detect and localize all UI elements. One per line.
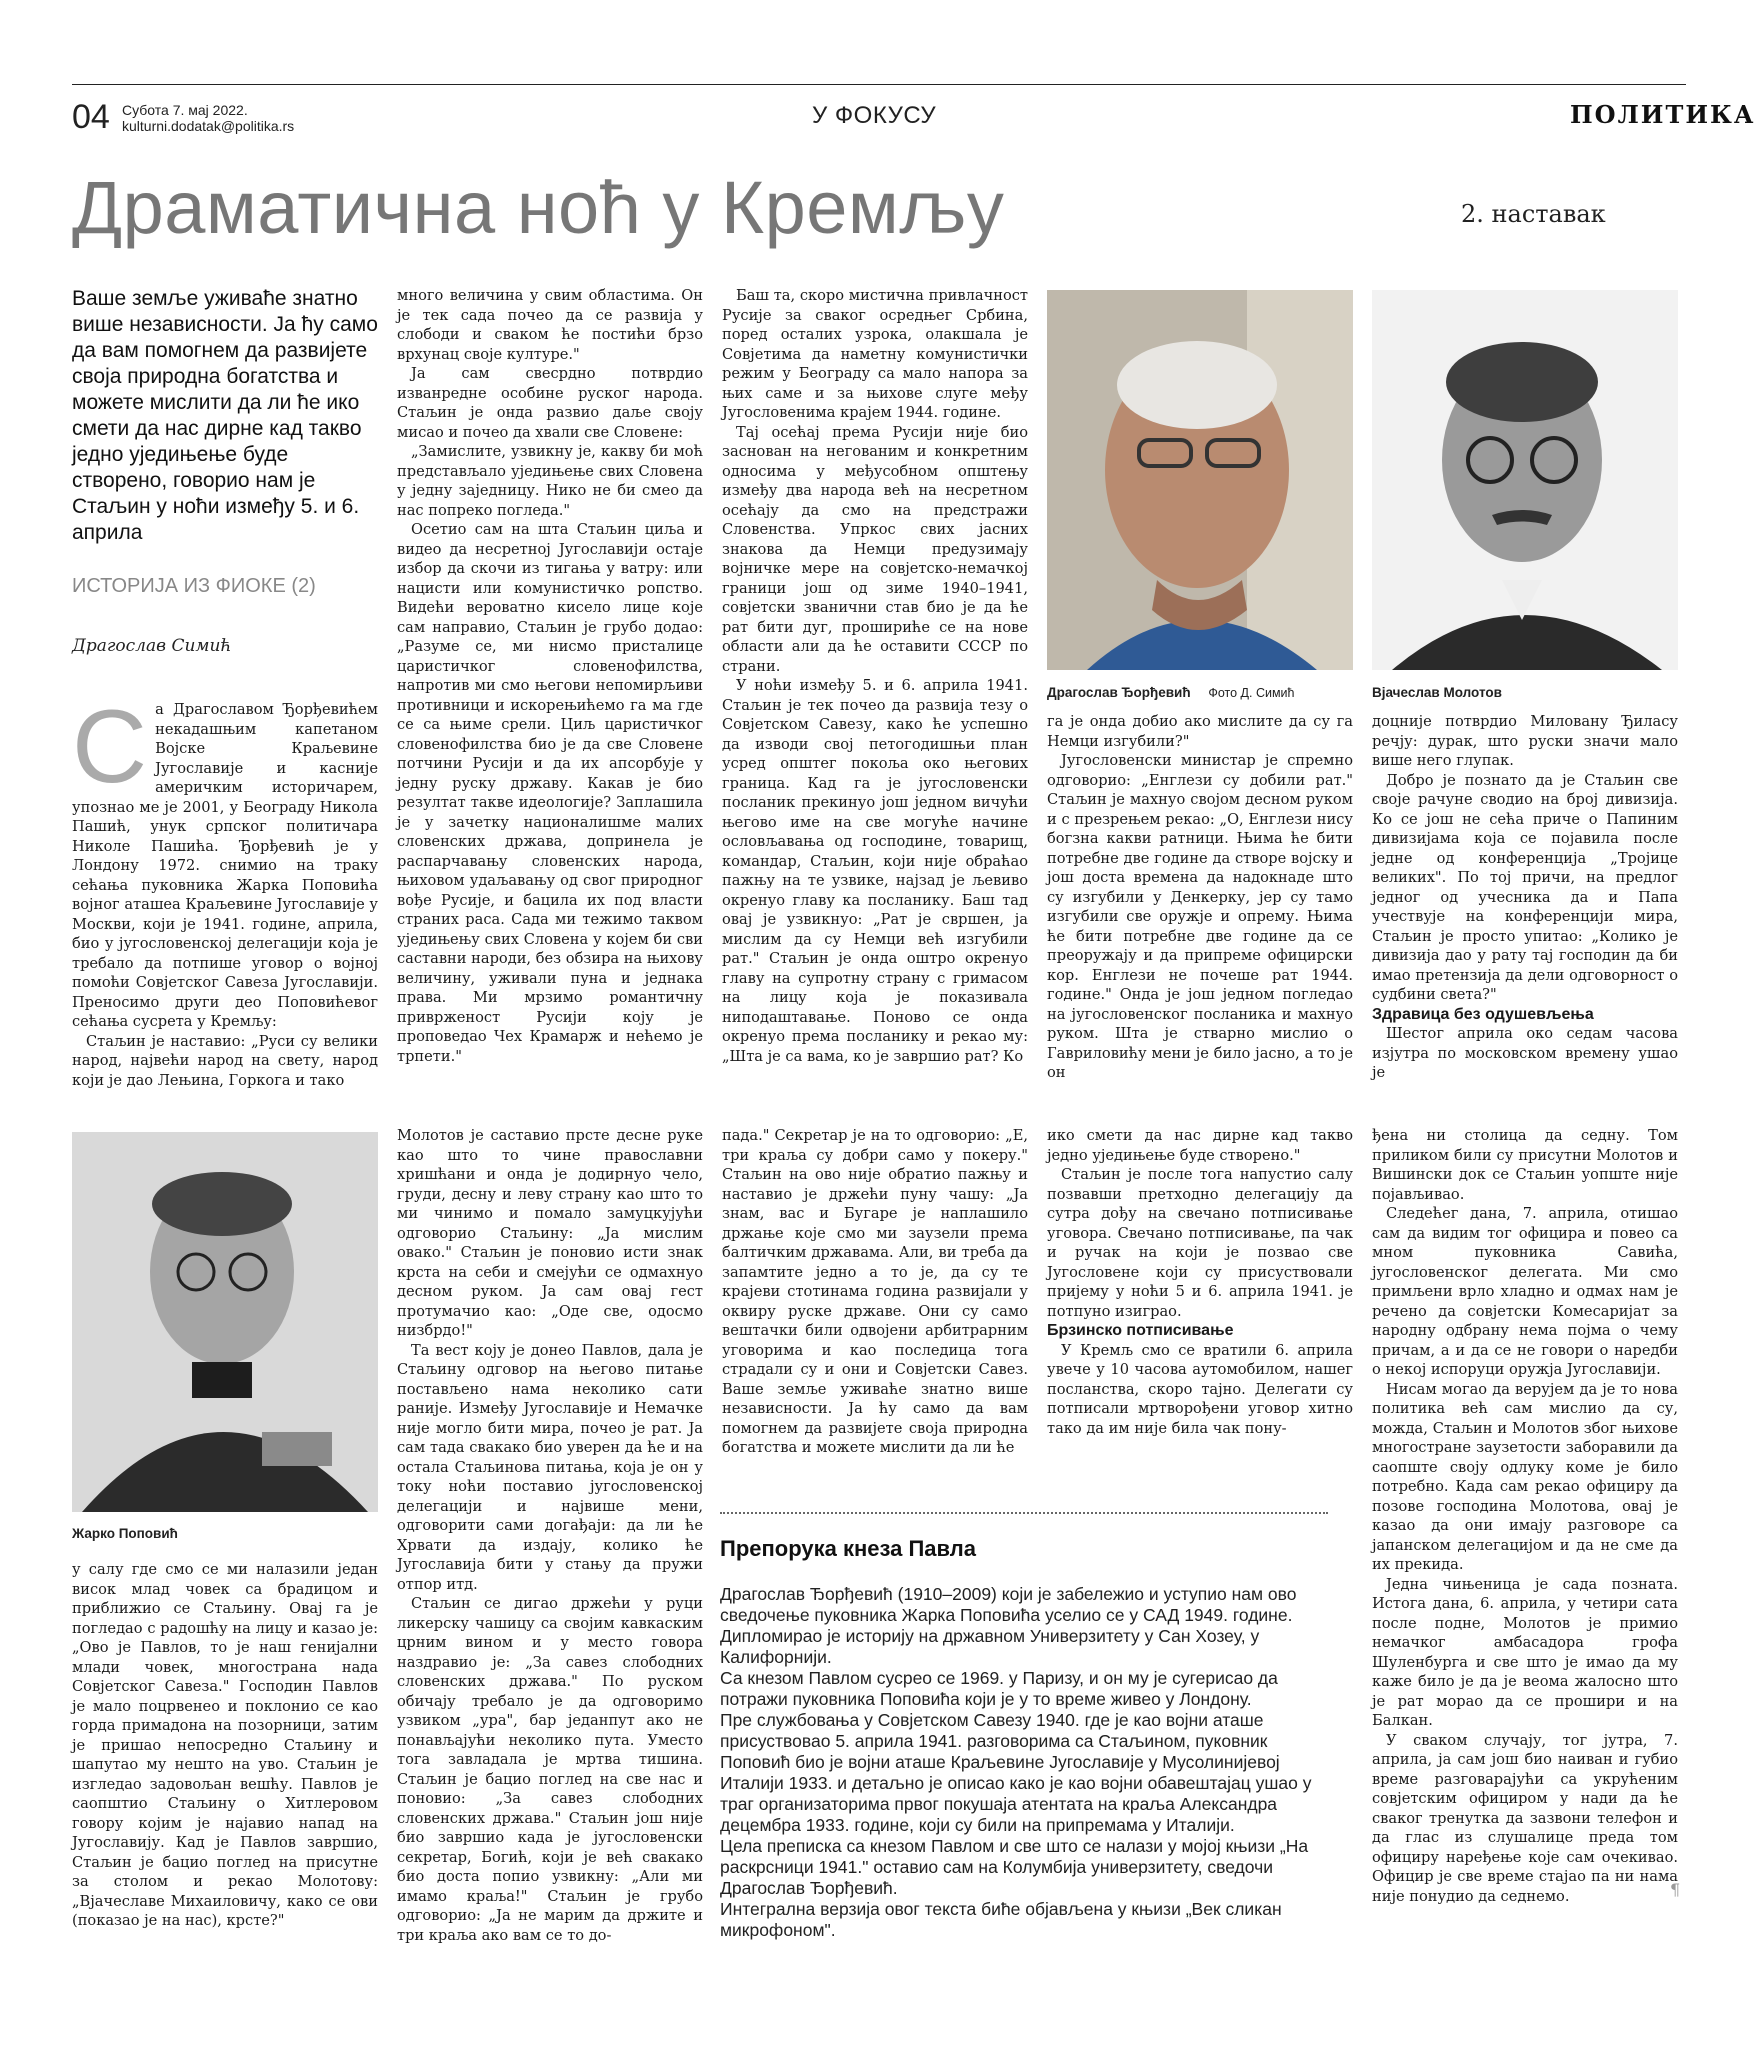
- text-column-6: [397, 1126, 703, 1944]
- paragraph: у салу где смо се ми налазили један висок млад човек са брадицом и приближио се Стаљину. Овај га је погледао с радошћу на лицу и казао је: „Ово је Павлов, то је наш генијални млади човек, многострана нада Совјетског Савеза." Господин Павлов је мало поцрвенео и поклонио се као горда примадона на позорници, затим је пришао непосредно Стаљину и шапутао му нешто на уво. Стаљин је изгледао задовољан вешћу. Павлов је саопштио Стаљину о Хитлеровом говору којим је најавио напад на Југославију. Кад је Павлов завршио, Стаљин је бацио поглед на присутне за столом и рекао Молотову: „Вјачеславе Михаиловичу, како се ови (показао је на нас), крсте?": [72, 1561, 378, 1929]
- photo-djordjevic: [1047, 290, 1353, 670]
- paragraph: Југословенски министар је спремно одговорио: „Енглези су добили рат." Стаљин је махнуо својом десном руком и с презрењем рекао: „О, Енглези нису богзна какви ратници. Њима ће бити потребне две године да створе војску и још доста времена да надокнаде што су изгубили у Денкерку, јер су тамо изгубили све оружје и опрему. Њима ће бити потребне две године да се преоружају и да припреме официрски кор. Енглези не почеше рат 1944. године." Онда је још једном погледао на југословенског посланика и махнуо руком. Шта је стварно мислио о Гавриловићу мени је било јасно, а то је он: [1047, 752, 1353, 1081]
- text-column-3: [722, 286, 1028, 1140]
- paragraph: га је онда добио ако мислите да су га Немци изгубили?": [1047, 713, 1353, 750]
- page-number: 04: [72, 98, 110, 136]
- paragraph: „Замислите, узвикну је, какву би моћ представљало уједињење свих Словена у једну заједницу. Нико не би смео да нас попреко погледа.": [397, 443, 703, 519]
- drop-cap: С: [72, 689, 148, 805]
- paragraph: Нисам могао да верујем да је то нова политика већ сам мислио да су, можда, Стаљин и Молотов због њихове многостране заузетости заборавили да саопште своју одлуку коме је било потребно. Када сам рекао официру да позове господина Молотова, овај је казао да они имају разговоре са јапанском делегацијом и да не сме да их прекида.: [1372, 1380, 1678, 1573]
- paragraph: Добро је познато да је Стаљин све своје рачуне сводио на број дивизија. Ко се још не сећа приче о Папиним дивизијама која се појавила после једне од конференција „Тројице великих". По тој причи, на предлог једног од учесника да и Папа учествује на конференцији мира, Стаљин је просто упитао: „Колико је дивизија дао у рату тај господин да би имао претензија да дели одговорност о судбини света?": [1372, 771, 1678, 1003]
- sidebar-paragraph: Пре службовања у Совјетском Савезу 1940. где је као војни аташе присуствовао 5. априла 1941. разговорима са Стаљином, пуковник Поповић био је војни аташе Краљевине Југославије у Мусолинијевој Италији 1933. и детаљно је описао како је као војни обавештајац ушао у траг организаторима првог покушаја атентата на краља Александра децембра 1933. године, који су били на припремама у Италији.: [720, 1710, 1312, 1835]
- sidebar-paragraph: Цела преписка са кнезом Павлом и све што се налази у мојој књизи „На раскрсници 1941." оставио сам на Колумбија универзитету, сведочи Драгослав Ђорђевић.: [720, 1836, 1309, 1898]
- text-column-1: [72, 689, 378, 1140]
- sidebar-text: [720, 1584, 1340, 1941]
- text-column-10: [72, 1560, 378, 1929]
- text-column-2: [397, 286, 703, 1140]
- subheading: Здравица без одушевљења: [1372, 1005, 1594, 1023]
- caption-popovic: Жарко Поповић: [72, 1526, 178, 1541]
- series-label: ИСТОРИЈА ИЗ ФИОКЕ (2): [72, 575, 316, 597]
- sidebar-paragraph: Интегрална верзија овог текста биће објављена у књизи „Век сликан микрофоном".: [720, 1899, 1282, 1940]
- paragraph: Баш та, скоро мистична привлачност Русије за сваког осредњег Србина, поред осталих узрока, олакшала је Совјетима да наметну комунистички режим у Београду са мало напора за њих саме и за њихове слуге међу Југословенима крајем 1944. године.: [722, 287, 1028, 421]
- paragraph: У сваком случају, тог јутра, 7. априла, ја сам још био наиван и губио време разговарајући са укрућеним совјетским официром у нади да ће сваког тренутка да зазвони телефон и да глас из слушалице преда том официру наређење које сам очекивао. Официр је све време стајао па ни нама није понудио да седнемо.: [1372, 1731, 1678, 1905]
- author-byline: Драгослав Симић: [72, 636, 232, 656]
- paragraph: ико смети да нас дирне кад такво једно уједињење буде створено.": [1047, 1127, 1353, 1164]
- paragraph: Та вест коју је донео Павлов, дала је Стаљину одговор на његово питање постављено нама неколико сати раније. Између Југославије и Немачке није могло бити мира, почео је рат. Ја сам тада свакако био уверен да ће и на остала Стаљинова питања, која је он у току ноћи поставио југословенској делегацији и највише мени, одговорити сами догађаји: да ли ће Хрвати да издају, колико ће Југославија бити у стању да пружи отпор итд.: [397, 1341, 703, 1593]
- text-column-5: [1372, 712, 1678, 1140]
- article-headline: Драматична ноћ у Кремљу: [72, 166, 1005, 249]
- end-mark-icon: ¶: [1670, 1880, 1681, 1899]
- section-label: У ФОКУСУ: [812, 102, 937, 129]
- paragraph: Ја сам свесрдно потврдио изванредне особине руског народа. Стаљин је онда развио даље своју мисао и почео да хвали све Словене:: [397, 365, 703, 441]
- paragraph: Молотов је саставио прсте десне руке као што то чине православни хришћани и онда је додирнуо чело, груди, десну и леву страну као што то ми чинимо и помало замуцкујући одговорио Стаљину: „Ја мислим овако." Стаљин је поновио исти знак крста на себи и смејући се одмахнуо десном руком. Ја сам овај гест протумачио као: „Оде све, одосмо низбрдо!": [397, 1127, 703, 1339]
- paragraph: Стаљин се дигао држећи у руци ликерску чашицу са својим кавкаским црним вином и у место говора наздравио је: „За савез слободних словенских држава." По руском обичају требало је да одговоримо узвиком „ура", бар једанпут ако не понављајући неколико пута. Уместо тога завладала је мртва тишина. Стаљин је бацио поглед на све нас и поновио: „За савез слободних словенских држава." Стаљин још није био завршио када је југословенски секретар, Богић, који је већ свакако био доста попио узвикну: „Али ми имамо краља!" Стаљин је грубо одговорио: „Ја не марим да држите и три краља ако вам се то до-: [397, 1595, 703, 1944]
- sidebar-title: Препорука кнеза Павла: [720, 1536, 976, 1561]
- text-column-8: [1047, 1126, 1353, 1500]
- date-line: [122, 102, 294, 134]
- paragraph: доцније потврдио Миловану Ђиласу речју: дурак, што руски значи мало више него глупак.: [1372, 713, 1678, 769]
- paragraph: У ноћи између 5. и 6. априла 1941. Стаљин је тек почео да развија тезу о Совјетском Савезу, како ће успешно да изводи свој петогодишњи план усред општег покоља око његових граница. Кад га је југословенски посланик прекинуо још једном вичући његово име на све могуће начине ословљавања од господине, товарищ, командар, Стаљин, који није обраћао пажњу на те узвике, најзад је љевиво окренуо главу ка посланику. Баш тад овај је узвикнуо: „Рат је свршен, ја мислим да су Немци већ изгубили рат." Стаљин је онда оштро окренуо главу на супротну страну с гримасом на лицу која је показивала ниподаштавање. Поново се онда окренуо према посланику и рекао му: „Шта је са вама, ко је завршио рат? Ко: [722, 677, 1028, 1065]
- text-column-7: [722, 1126, 1028, 1500]
- sidebar-divider: [720, 1512, 1328, 1514]
- paragraph: Осетио сам на шта Стаљин циља и видео да несретној Југославији остаје избор да скочи из тигања у ватру: или нацисти или комунистичко ропство. Видећи вероватно кисело лице које сам направио, Стаљин је грубо додао: „Разуме се, ми нисмо присталице царистичког словенофилства, напротив ми смо његови непомирљиви противници и искорењићемо га ма где се са њиме срели. Циљ царистичког словенофилства био је да све Словене потчини Русији и да их апсорбује у једну руску државу. Какав је био резултат такве идеологије? Заплашила је у зачетку националишме малих словенских држава, допринела је распарчавању словенских народа, њиховом удаљавању од свог природног вође Русије, и бацила их под власти страних раса. Сада ми тежимо таквом уједињењу свих Словена у којем би сви саставни народи, без обзира на њихову величину, уживали пуна и једнака права. Ми мрзимо романтичну привржeност Русији коју је проповедао Чех Крамарж и нећемо је трпети.": [397, 521, 703, 1065]
- subheading: Брзинско потписивање: [1047, 1322, 1234, 1339]
- photo-popovic: [72, 1132, 378, 1512]
- contact-email[interactable]: kulturni.dodatak@politika.rs: [122, 118, 295, 134]
- portrait-image: [1372, 290, 1678, 670]
- photo-credit: Фото Д. Симић: [1208, 686, 1295, 700]
- text-column-4: [1047, 712, 1353, 1140]
- article-lead: Ваше земље уживаће знатно више независности. Ја ћу само да вам помогнем да развијете своја природна богатства и можете мислити да ли ће ико смети да нас дирне кад такво једно уједињење буде створено, говорио нам је Стаљин у ноћи између 5. и 6. априла: [72, 287, 378, 544]
- paragraph: Једна чињеница је сада позната. Истога дана, 6. априла, у четири сата после подне, Молотов је примио немачког амбасадора грофа Шуленбурга и све што је имао да му каже било је да је веома жалосно што је рат морао да се прошири и на Балкан.: [1372, 1575, 1678, 1729]
- issue-date: Субота 7. мај 2022.: [122, 102, 248, 118]
- continuation-label: 2. наставак: [1461, 200, 1606, 228]
- photo-molotov: [1372, 290, 1678, 670]
- portrait-image: [72, 1132, 378, 1512]
- caption-name: Драгослав Ђорђевић: [1047, 685, 1191, 700]
- sidebar-paragraph: Драгослав Ђорђевић (1910–2009) који је забележио и уступио нам ово сведочење пуковника Жарка Поповића уселио се у САД 1949. године. Дипломирао је историју на државном Универзитету у Сан Хозеу, у Калифорнији.: [720, 1584, 1297, 1667]
- header-rule: [72, 84, 1686, 85]
- portrait-image: [1047, 290, 1353, 670]
- caption-molotov: Вјачеслав Молотов: [1372, 685, 1502, 700]
- paragraph: Шестог априла око седам часова изјутра по московском времену ушао је: [1372, 1025, 1678, 1081]
- text-column-9: [1372, 1126, 1678, 1905]
- paragraph: ђена ни столица да седну. Том приликом били су присутни Молотов и Вишински док се Стаљин уопште није појављивао.: [1372, 1127, 1678, 1203]
- paragraph: Стаљин је наставио: „Руси су велики народ, највећи народ на свету, народ који је дао Лењина, Горкога и тако: [72, 1032, 378, 1089]
- paragraph: У Кремљ смо се вратили 6. априла увече у 10 часова аутомобилом, нашег посланства, скоро тајно. Делегати су потписали мртворођени уговор хитно тако да им није била чак пону-: [1047, 1341, 1353, 1437]
- newspaper-logo: ПОЛИТИКА: [1570, 100, 1756, 129]
- paragraph: пада." Секретар је на то одговорио: „Е, три краља су добри само у покеру." Стаљин на ово није обратио пажњу и наставио је држећи пуну чашу: „Ја знам, вас и Бугаре је наплашило држање које смо ми заузели према балтичким државама. Али, ви треба да запамтите једно а то је, да су те крајеви стотинама година развијали у оквиру руске државе. Они су само вештачки били одвојени арбитрарним уговорима и као последица тога страдали су и они и Совјетски Савез. Ваше земље уживаће знатно више независности. Ја ћу само да вам помогнем да развијете своја природна богатства и можете мислити да ли ће: [722, 1127, 1028, 1456]
- paragraph: а Драгославом Ђорђевићем некадашњим капетаном Војске Краљевине Југославије и касније америчким историчарем, упознао ме је 2001, у Београду Никола Пашић, унук српског политичара Николе Пашића. Ђорђевић је у Лондону 1972. снимио на траку сећања пуковника Жарка Поповића војног аташеа Краљевине Југославије у Москви, који је 1941. године, априла, био у југословенској делегацији која је требало да потпише уговор о војној помоћи Совјетског Савеза Југославији. Преносимо други део Поповићевог сећања сусрета у Кремљу:: [72, 701, 378, 1030]
- paragraph: Тај осећај према Русији није био заснован на негованим и конкретним односима у међусобном општењу између два народа већ на несретном осећају да смо на предстражи Словенства. Упркос свих јасних знакова да Немци предузимају војничке мере на совјетско-немачкој граници још од зиме 1940–1941, совјетски званични став био је да ће рат бити дуг, прошириће се на нове области али да ће оставити СССР по страни.: [722, 423, 1028, 675]
- paragraph: Стаљин је после тога напустио салу позвавши претходно делегацију да сутра дођу на свечано потписивање уговора. Свечано потписивање, па чак и ручак на који је позвао све Југословене који су присуствовали пријему у ноћи 5 и 6. априла 1941. је потпуно изиграо.: [1047, 1166, 1353, 1320]
- sidebar-paragraph: Са кнезом Павлом сусрео се 1969. у Паризу, и он му је сугерисао да потражи пуковника Поповића који је у то време живео у Лондону.: [720, 1668, 1278, 1709]
- paragraph: много величина у свим областима. Он је тек сада почео да се развија у слободи и сваком ће постићи брзо врхунац своје културе.": [397, 287, 703, 363]
- caption-djordjevic: [1047, 685, 1294, 700]
- paragraph: Следећег дана, 7. априла, отишао сам да видим тог официра и повео са мном пуковника Савића, југословенског делегата. Ми смо примљени врло хладно и одмах нам је речено да совјетски Комесаријат за народну одбрану нема појма о чему причам, а и да се не говори о наредби о некој испоруци оружја Југославији.: [1372, 1205, 1678, 1378]
